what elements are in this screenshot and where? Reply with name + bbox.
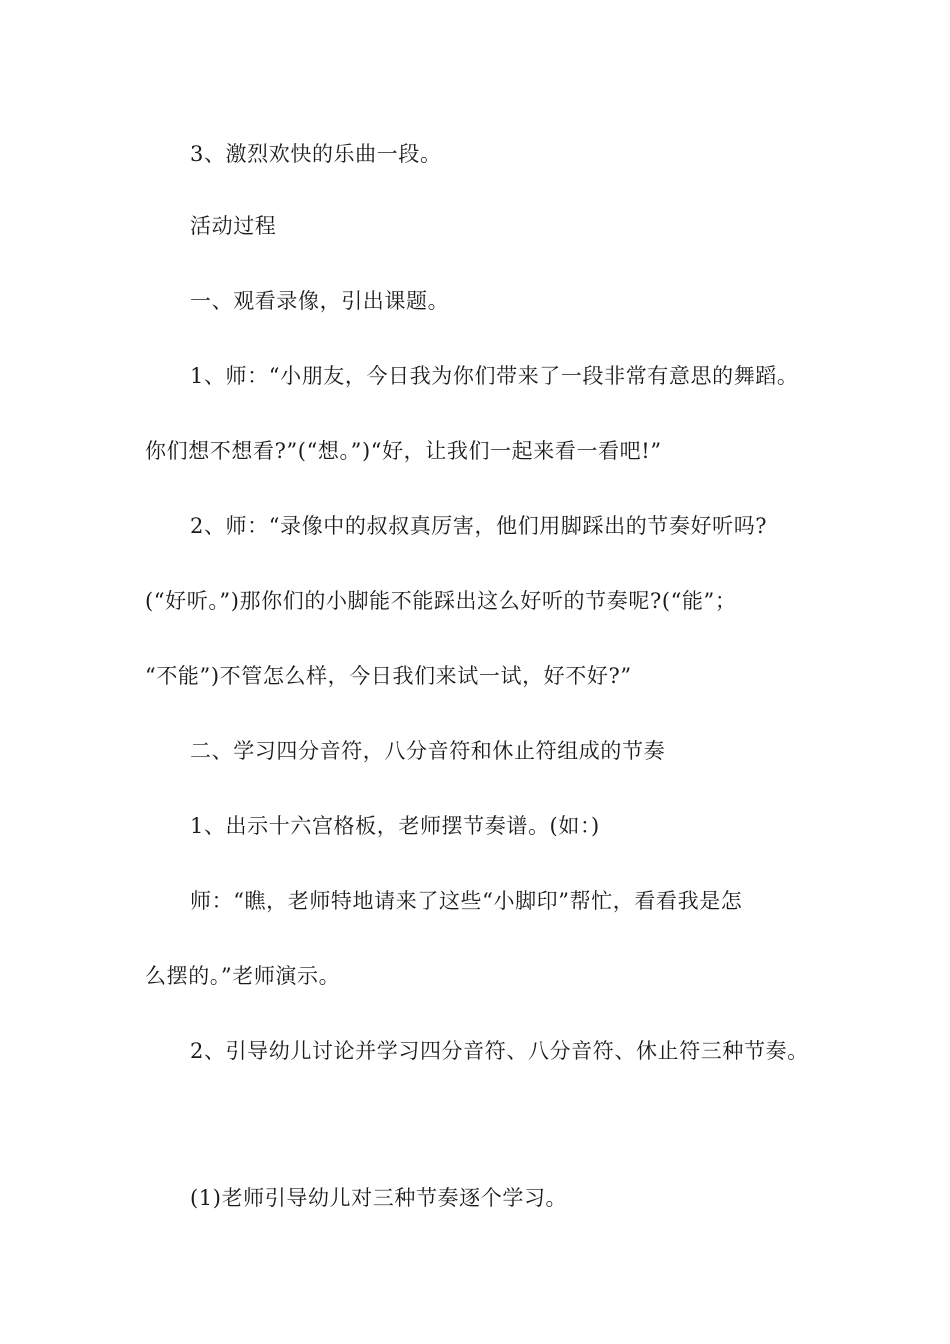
paragraph-2-line-1: 2、师：“录像中的叔叔真厉害，他们用脚踩出的节奏好听吗?: [190, 514, 768, 538]
paragraph-3: 1、出示十六宫格板，老师摆节奏谱。(如：): [190, 814, 600, 838]
paragraph-2-line-2: (“好听。”)那你们的小脚能不能踩出这么好听的节奏呢?(“能”；: [145, 589, 737, 613]
paragraph-1-line-2: 你们想不想看?”(“想。”)“好，让我们一起来看一看吧!”: [145, 439, 662, 463]
materials-item-3: 3、激烈欢快的乐曲一段。: [190, 142, 442, 166]
paragraph-2-line-3: “不能”)不管怎么样，今日我们来试一试，好不好?”: [145, 664, 632, 688]
paragraph-6: (1)老师引导幼儿对三种节奏逐个学习。: [190, 1186, 568, 1210]
paragraph-4-line-2: 么摆的。”老师演示。: [145, 964, 341, 988]
step-heading-2: 二、学习四分音符，八分音符和休止符组成的节奏: [190, 739, 666, 763]
paragraph-5: 2、引导幼儿讨论并学习四分音符、八分音符、休止符三种节奏。: [190, 1039, 809, 1063]
paragraph-4-line-1: 师：“瞧，老师特地请来了这些“小脚印”帮忙，看看我是怎: [190, 889, 743, 913]
step-heading-1: 一、观看录像，引出课题。: [190, 289, 450, 313]
section-heading-activity-process: 活动过程: [190, 214, 277, 238]
paragraph-1-line-1: 1、师：“小朋友，今日我为你们带来了一段非常有意思的舞蹈。: [190, 364, 799, 388]
